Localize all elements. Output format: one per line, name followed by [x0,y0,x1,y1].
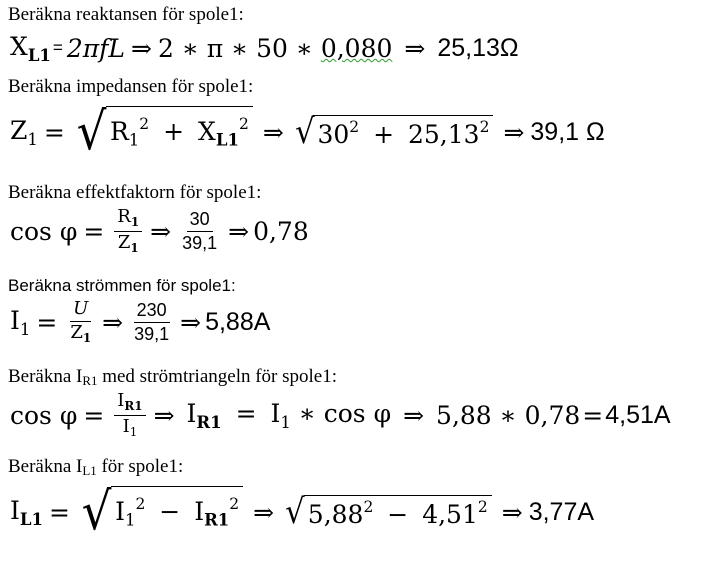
equation-ir1 [10,392,671,438]
sqrt-icon: √ [81,482,112,542]
heading-impedans: Beräkna impedansen för spole1: [8,76,254,97]
eq3-arrow-2: ⇒ [228,216,250,246]
sqrt-icon: √ [294,112,315,152]
heading-il1: Beräkna $I_{L1}$ för spole1: [8,456,184,479]
eq5-arrow-1: ⇒ [153,400,175,430]
eq4-equals: = [36,307,58,337]
eq5-equals: = [83,400,105,430]
eq3-result: 0,78 [253,216,309,246]
heading-effektfaktor: Beräkna effektfaktorn för spole1: [8,182,262,203]
eq6-arrow-1: ⇒ [253,497,275,527]
eq6-lhs: $I_{L1}$ [10,495,43,529]
eq1-equals: = [52,38,63,58]
heading-reaktans: Beräkna reaktansen för spole1: [8,4,244,25]
eq3-fraction-numeric: $\frac{30}{39,1}$ [182,208,218,253]
eq2-radical-symbolic: √ $R_1^2 + X_{L1}^2$ [75,106,253,158]
eq3-fraction-symbolic: $\frac{R_1}{Z_1}$ [114,208,142,254]
equation-strom [10,300,270,345]
eq6-radical-symbolic: √ $I_1^2 - I_{R1}^2$ [80,486,243,538]
eq2-result: 39,1 Ω [530,117,605,146]
equation-reaktans [10,32,519,65]
heading-strom: Beräkna strömmen för spole1: [8,276,236,295]
sqrt-icon: √ [285,492,305,532]
eq2-equals: = [43,117,65,147]
eq5-middle: $I_{R1} = I_1$ ∗ cos φ [186,398,392,432]
eq4-fraction-symbolic: $\frac{U}{Z_1}$ [70,298,92,346]
eq5-result: 4,51A [605,400,671,429]
eq1-arrow-2: ⇒ [404,33,426,63]
eq5-arrow-2: ⇒ [403,400,425,430]
eq6-radical-numeric: √ 5,88$^2$ − 4,51$^2$ [284,495,492,529]
eq1-formula: 2πfL [66,33,126,63]
eq2-radical-numeric: √ $30^2 + 25,13^2$ [294,115,494,149]
eq2-lhs: $Z_1$ [10,115,38,149]
eq3-arrow-1: ⇒ [150,216,172,246]
eq1-expression: 2 ∗ π ∗ 50 ∗ 0,080 [158,33,393,63]
eq3-lhs: cos φ [10,216,78,246]
eq4-arrow-1: ⇒ [102,307,124,337]
eq1-arrow-1: ⇒ [131,33,152,63]
eq2-arrow-2: ⇒ [503,117,525,147]
eq1-lhs: $X_{L1}$ [10,32,51,65]
eq5-fraction: $\frac{I_{R1}}{I_1}$ [114,392,145,438]
eq6-arrow-2: ⇒ [501,497,523,527]
equation-impedans [10,102,605,162]
eq6-equals: = [48,497,70,527]
eq4-result: 5,88A [205,307,271,336]
eq6-result: 3,77A [528,497,595,526]
eq2-arrow-1: ⇒ [262,117,284,147]
eq5-lhs: cos φ [10,400,78,430]
equation-effektfaktor [10,208,309,254]
eq5-equals-2: = [582,400,604,430]
eq1-result: 25,13Ω [437,33,519,62]
eq3-equals: = [83,216,105,246]
eq4-fraction-numeric: $\frac{230}{39,1}$ [134,299,170,344]
eq4-lhs: $I_1$ [10,305,31,339]
heading-ir1: Beräkna $I_{R1}$ med strömtriangeln för spole1: [8,366,338,389]
eq5-calc: 5,88 ∗ 0,78 [436,400,581,430]
sqrt-icon: √ [76,102,107,162]
eq4-arrow-2: ⇒ [180,307,202,337]
equation-il1 [10,482,595,542]
